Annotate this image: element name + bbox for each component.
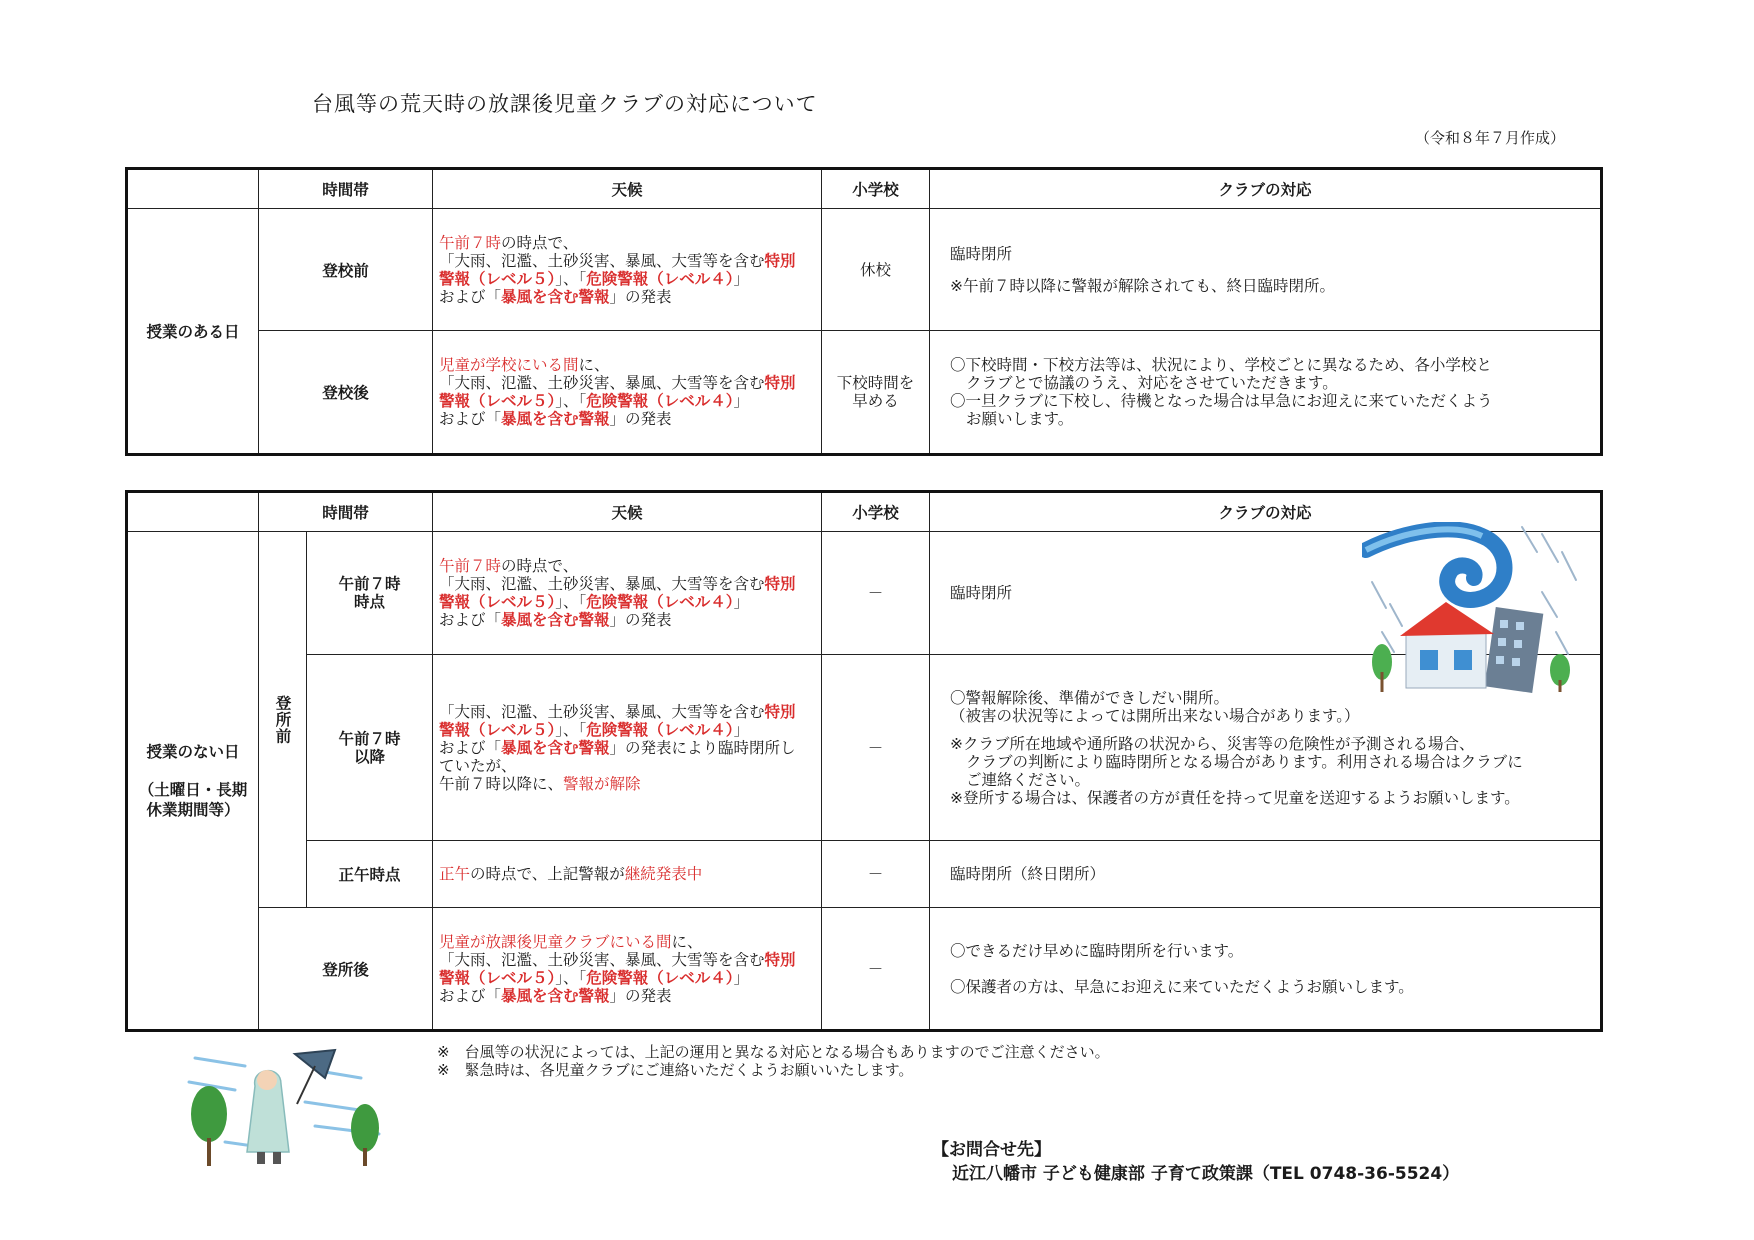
weather-cell: 午前７時の時点で、 「大雨、氾濫、土砂災害、暴風、大雪等を含む特別 警報（レベル５）」、「危険警報（レベル４）」 および「暴風を含む警報」の発表 xyxy=(433,532,822,655)
before-arrival-label: 登所前 xyxy=(259,532,307,908)
school-cell: 下校時間を 早める xyxy=(822,331,930,455)
club-response-cell: 臨時閉所（終日閉所） xyxy=(930,841,1602,908)
header-school: 小学校 xyxy=(822,492,930,532)
header-weather: 天候 xyxy=(433,492,822,532)
school-cell: － xyxy=(822,841,930,908)
table-row xyxy=(127,331,1602,455)
weather-cell: 正午の時点で、上記警報が継続発表中 xyxy=(433,841,822,908)
time-cell: 登校後 xyxy=(259,331,433,455)
contact-info xyxy=(932,1138,1459,1186)
weather-cell: 「大雨、氾濫、土砂災害、暴風、大雪等を含む特別 警報（レベル５）」、「危険警報（レベル４）」 および「暴風を含む警報」の発表により臨時閉所し ていたが、 午前７時以降に、警報が解除 xyxy=(433,655,822,841)
header-time: 時間帯 xyxy=(259,169,433,209)
club-response-cell: 臨時閉所 xyxy=(930,532,1602,655)
time-cell: 登所後 xyxy=(259,908,433,1031)
category-cell: 授業のある日 xyxy=(127,209,259,455)
contact-heading: 【お問合せ先】 xyxy=(932,1140,1051,1160)
typhoon-house-icon xyxy=(1362,522,1584,694)
weather-cell: 午前７時の時点で、 「大雨、氾濫、土砂災害、暴風、大雪等を含む特別 警報（レベル５）」、「危険警報（レベル４）」 および「暴風を含む警報」の発表 xyxy=(433,209,822,331)
notes xyxy=(437,1043,1110,1079)
header-weather: 天候 xyxy=(433,169,822,209)
time-cell: 午前７時 以降 xyxy=(307,655,433,841)
club-response-cell: 臨時閉所 ※午前７時以降に警報が解除されても、終日臨時閉所。 xyxy=(930,209,1602,331)
table-row xyxy=(127,209,1602,331)
time-cell: 正午時点 xyxy=(307,841,433,908)
table-row xyxy=(127,908,1602,1031)
club-response-cell: 〇できるだけ早めに臨時閉所を行います。 〇保護者の方は、早急にお迎えに来ていただくようお願いします。 xyxy=(930,908,1602,1031)
page-title: 台風等の荒天時の放課後児童クラブの対応について xyxy=(312,92,818,116)
header-school: 小学校 xyxy=(822,169,930,209)
school-cell: － xyxy=(822,655,930,841)
club-response-cell: 〇警報解除後、準備ができしだい開所。 （被害の状況等によっては開所出来ない場合があります。） ※クラブ所在地域や通所路の状況から、災害等の危険性が予測される場合、 クラブの判断により臨時閉所となる場合があります。利用される場合はクラブに ご連絡ください。 ※登所する場合は、保護者の方が責任を持って児童を送迎するようお願いします。 xyxy=(930,655,1602,841)
header-club: クラブの対応 xyxy=(930,492,1602,532)
school-cell: 休校 xyxy=(822,209,930,331)
header-club: クラブの対応 xyxy=(930,169,1602,209)
created-date: （令和８年７月作成） xyxy=(1415,129,1566,147)
time-cell: 登校前 xyxy=(259,209,433,331)
table-row xyxy=(127,841,1602,908)
table-school-days xyxy=(125,167,1603,456)
school-cell: － xyxy=(822,908,930,1031)
note-item: ※ 緊急時は、各児童クラブにご連絡いただくようお願いいたします。 xyxy=(437,1061,914,1079)
person-with-umbrella-in-storm-icon xyxy=(185,1042,383,1172)
contact-line: 近江八幡市 子ども健康部 子育て政策課（TEL 0748-36-5524） xyxy=(952,1164,1460,1184)
weather-cell: 児童が学校にいる間に、 「大雨、氾濫、土砂災害、暴風、大雪等を含む特別 警報（レベル５）」、「危険警報（レベル４）」 および「暴風を含む警報」の発表 xyxy=(433,331,822,455)
header-time: 時間帯 xyxy=(259,492,433,532)
header-blank xyxy=(127,492,259,532)
weather-cell: 児童が放課後児童クラブにいる間に、 「大雨、氾濫、土砂災害、暴風、大雪等を含む特別 警報（レベル５）」、「危険警報（レベル４）」 および「暴風を含む警報」の発表 xyxy=(433,908,822,1031)
school-cell: － xyxy=(822,532,930,655)
club-response-cell: 〇下校時間・下校方法等は、状況により、学校ごとに異なるため、各小学校と クラブとで協議のうえ、対応をさせていただきます。 〇一旦クラブに下校し、待機となった場合は早急にお迎えに来ていただくよう お願いします。 xyxy=(930,331,1602,455)
note-item: ※ 台風等の状況によっては、上記の運用と異なる対応となる場合もありますのでご注意ください。 xyxy=(437,1043,1110,1061)
header-blank xyxy=(127,169,259,209)
time-cell: 午前７時 時点 xyxy=(307,532,433,655)
table-header-row xyxy=(127,169,1602,209)
category-cell: 授業のない日 （土曜日・長期休業期間等） xyxy=(127,532,259,1031)
